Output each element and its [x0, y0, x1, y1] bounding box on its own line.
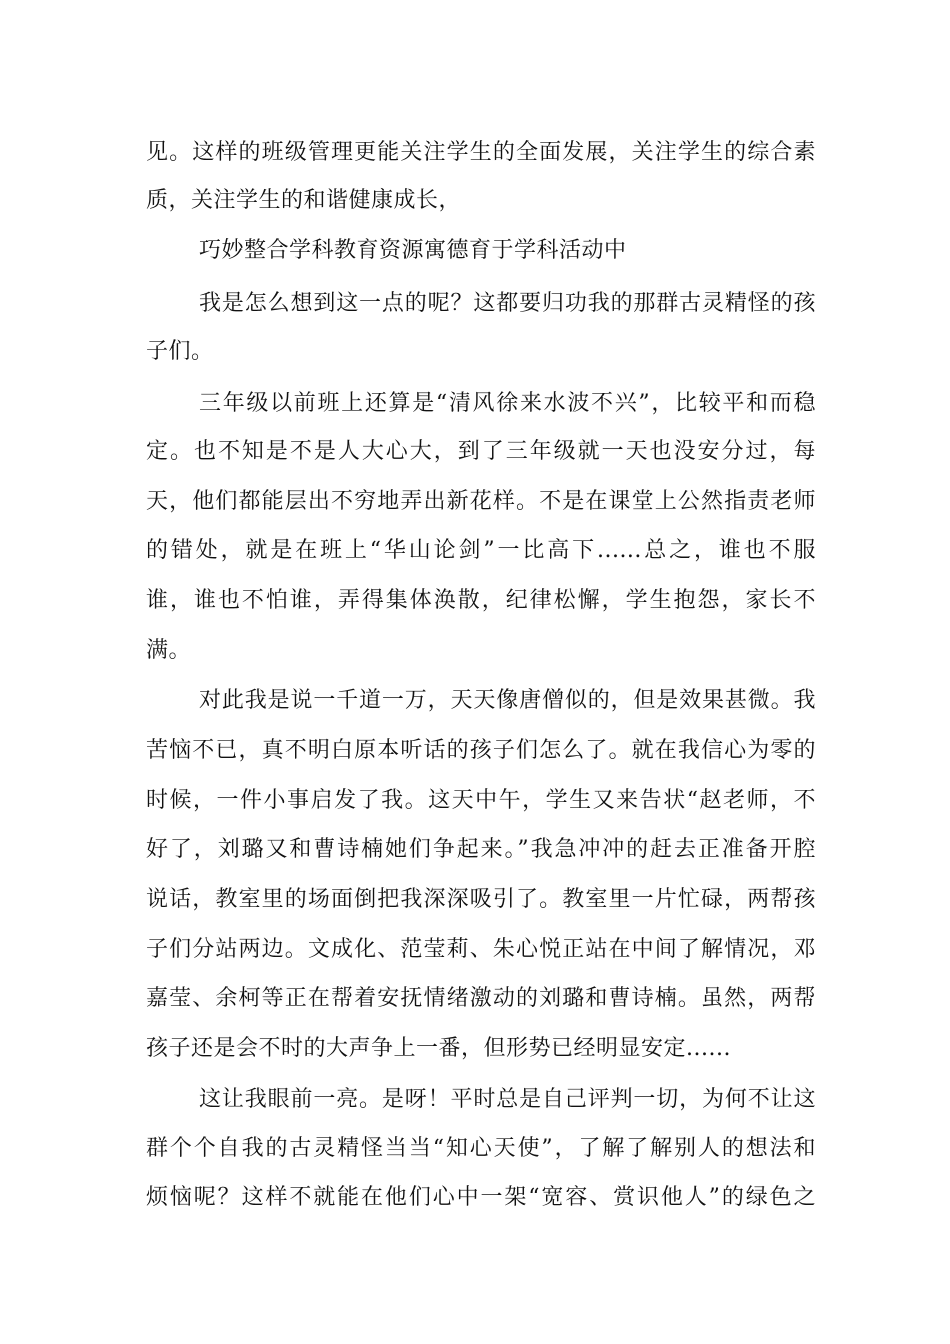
text-line: 群个个自我的古灵精怪当当“知心天使”，了解了解别人的想法和 — [146, 1136, 816, 1161]
text-line: 说话，教室里的场面倒把我深深吸引了。教室里一片忙碌，两帮孩 — [146, 887, 816, 912]
text-line: 好了，刘璐又和曹诗楠她们争起来。”我急冲冲的赶去正准备开腔 — [146, 837, 816, 862]
text-line: 烦恼呢？这样不就能在他们心中一架“宽容、赏识他人”的绿色之 — [146, 1185, 816, 1210]
text-line: 定。也不知是不是人大心大，到了三年级就一天也没安分过，每 — [146, 439, 816, 464]
text-line: 的错处，就是在班上“华山论剑”一比高下......总之，谁也不服 — [146, 538, 816, 563]
text-line: 满。 — [146, 638, 192, 663]
text-line: 见。这样的班级管理更能关注学生的全面发展，关注学生的综合素 — [146, 140, 816, 165]
text-line: 嘉莹、余柯等正在帮着安抚情绪激动的刘璐和曹诗楠。虽然，两帮 — [146, 986, 816, 1011]
text-line: 我是怎么想到这一点的呢？这都要归功我的那群古灵精怪的孩 — [199, 291, 816, 316]
text-line: 三年级以前班上还算是“清风徐来水波不兴”，比较平和而稳 — [199, 391, 816, 416]
text-line: 这让我眼前一亮。是呀！平时总是自己评判一切，为何不让这 — [199, 1087, 816, 1112]
section-heading: 巧妙整合学科教育资源寓德育于学科活动中 — [199, 238, 627, 263]
text-line: 时候，一件小事启发了我。这天中午，学生又来告状“赵老师，不 — [146, 788, 816, 813]
text-line: 天，他们都能层出不穷地弄出新花样。不是在课堂上公然指责老师 — [146, 489, 816, 514]
text-line: 子们。 — [146, 339, 214, 364]
text-line: 对此我是说一千道一万，天天像唐僧似的，但是效果甚微。我 — [199, 688, 816, 713]
text-line: 子们分站两边。文成化、范莹莉、朱心悦正站在中间了解情况，邓 — [146, 937, 816, 962]
text-line: 谁，谁也不怕谁，弄得集体涣散，纪律松懈，学生抱怨，家长不 — [146, 588, 816, 613]
text-line: 孩子还是会不时的大声争上一番，但形势已经明显安定...... — [146, 1036, 731, 1061]
text-line: 质，关注学生的和谐健康成长， — [146, 188, 462, 213]
text-line: 苦恼不已，真不明白原本听话的孩子们怎么了。就在我信心为零的 — [146, 738, 816, 763]
